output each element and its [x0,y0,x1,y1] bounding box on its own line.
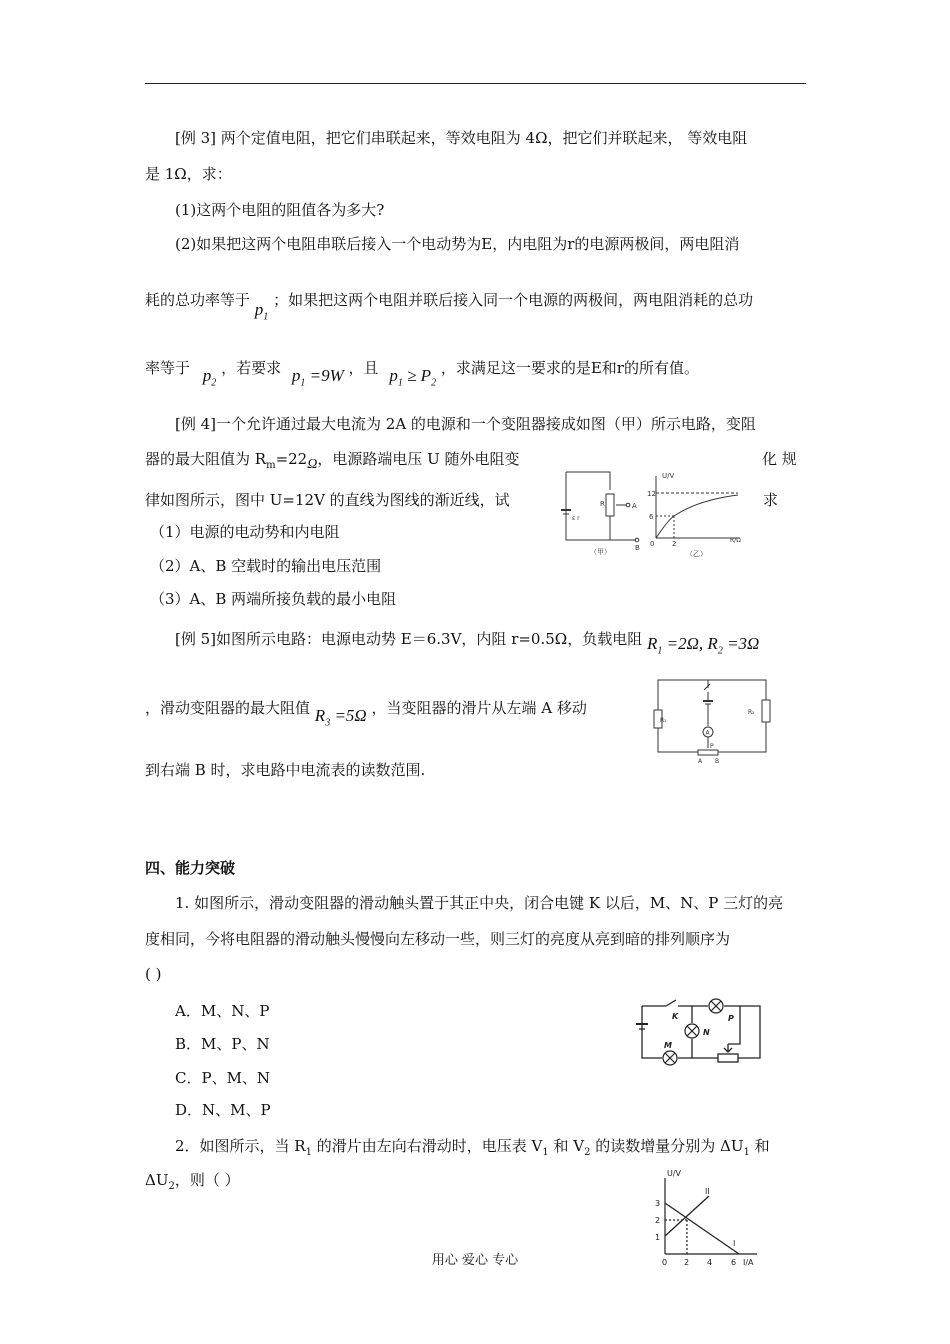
ex3-line6-a: 率等于 [145,359,191,377]
ex5-line2 [145,698,587,729]
p2-axis-ia: I/A [743,1258,754,1267]
label-B: B [635,544,640,552]
header-rule [145,83,806,84]
ex4-line2-b: =22 [275,450,308,468]
ex3-line2: 是 1Ω，求： [145,165,232,183]
p2-line1-c: 和 V [548,1137,585,1155]
ex4-line1: [例 4]一个允许通过最大电流为 2A 的电源和一个变阻器接成如图（甲）所示电路，变阻 [175,415,756,433]
line-I [665,1203,739,1254]
ex3-line6-d: ，求满足这一要求的是E和r的所有值。 [440,359,699,377]
ex3-line1: [例 3] 两个定值电阻，把它们串联起来，等效电阻为 4Ω，把它们并联起来， 等效电阻 [175,129,748,147]
ex3-line6 [145,358,699,389]
ex4-line2-a: 器的最大阻值为 R [145,450,267,468]
ex4-line2-tail: 化 规 [762,450,797,468]
formula-r3: $R_3 =5\Omega$ [314,706,367,729]
p2-tick-1: 1 [655,1233,661,1242]
ex5-figure [652,676,772,764]
ex3-line5-a: 耗的总功率等于 [145,291,251,309]
option-d: D．N、M、P [175,1101,271,1119]
formula-p1: $p_1$ [254,300,269,323]
ex3-line5 [145,290,754,323]
tick-12: 12 [647,490,656,498]
p2-line1: 2．如图所示，当 $R_1$ 的滑片由左向右滑动时，电压表 $V_1$ 和 $V_2$ 的读数增量分别为 $\Delta U_1$ 和 [175,1137,770,1158]
label-n: N [703,1028,710,1037]
ex4-graph-yi [656,476,740,538]
label-ro: R/Ω [730,537,741,544]
label-er: ε r [572,515,580,522]
label-k: K [672,1012,679,1021]
p2-tick-0: 0 [662,1258,668,1267]
label-m: M [664,1041,672,1050]
p2-line1-d: 的读数增量分别为 ΔU [590,1137,744,1155]
ex5-line1 [175,629,759,656]
p2-label-II: II [705,1187,710,1196]
label-uv: U/V [662,472,675,480]
label-p-lamp: P [728,1014,734,1023]
label-b5: B [715,758,720,764]
label-jia: （甲） [590,548,611,556]
ex5-line1-text: [例 5]如图所示电路：电源电动势 E＝6.3V，内阻 r=0.5Ω，负载电阻 [175,630,643,648]
ex3-line6-c: ，且 [348,359,379,377]
ex5-line2-a: ，滑动变阻器的最大阻值 [145,699,311,717]
p2-tick-x2: 2 [684,1258,690,1267]
p2-label-I: I [733,1239,736,1248]
p2-tick-2: 2 [655,1216,661,1225]
p2-tick-x4: 4 [707,1258,713,1267]
formula-p1-eq-9w: $p_1 =9W$ [291,366,344,389]
p2-axes [665,1178,757,1254]
ex4-q1: （1）电源的电动势和内电阻 [150,523,340,541]
ex3-line6-b: ，若要求 [221,359,282,377]
tick-6: 6 [649,513,654,521]
label-A: A [632,502,637,510]
ex3-q2: (2)如果把这两个电阻串联后接入一个电动势为E，内电阻为r的电源两极间，两电阻消 [175,235,740,253]
option-b: B．M、P、N [175,1035,270,1053]
ex4-line2: 器的最大阻值为 $R_m=22\Omega$，电源路端电压 U 随外电阻变 [145,450,520,472]
label-R: R [600,500,605,508]
p2-line1-e: 和 [749,1137,770,1155]
lamps [663,999,723,1065]
section-title: 四、能力突破 [145,859,236,877]
ex4-line3: 律如图所示，图中 U=12V 的直线为图线的渐近线，试 [145,491,510,509]
formula-p2: $p_2$ [202,366,217,389]
ex4-line3-tail: 求 [763,491,779,509]
p2-line1-b: 的滑片由左向右滑动时，电压表 V [311,1137,543,1155]
label-r2: R₂ [748,709,755,716]
p2-line2: $\Delta U_2$，则（ ） [145,1171,240,1192]
tick-0: 0 [650,540,655,548]
ex5-line3: 到右端 B 时，求电路中电流表的读数范围. [145,761,426,779]
p1-line2: 度相同，今将电阻器的滑动触头慢慢向左移动一些，则三灯的亮度从亮到暗的排列顺序为 [145,930,731,948]
p1-figure [630,996,770,1068]
ex4-q3: （3）A、B 两端所接负载的最小电阻 [150,590,397,608]
ex4-q2: （2）A、B 空载时的输出电压范围 [150,557,382,575]
option-c: C．P、M、N [175,1069,271,1087]
label-r1: R₁ [660,717,667,724]
p2-line2-a: ΔU [145,1171,169,1189]
label-yi: （乙） [686,550,707,558]
option-a: A．M、N、P [175,1002,270,1020]
p1-line1: 1. 如图所示，滑动变阻器的滑动触头置于其正中央，闭合电键 K 以后，M、N、P 三灯的亮 [175,894,784,912]
label-a5: A [698,758,703,764]
formula-p1-ge-p2: $p_1 \ge P_2$ [389,366,437,389]
ex4-figure [558,470,758,570]
ex3-line5-b: ；如果把这两个电阻并联后接入同一个电源的两极间，两电阻消耗的总功 [273,291,754,309]
p2-tick-x6: 6 [731,1258,737,1267]
ex3-q1: (1)这两个电阻的阻值各为多大? [175,201,385,219]
ex4-line2-c: ，电源路端电压 U 随外电阻变 [317,450,520,468]
ex5-line2-b: ，当变阻器的滑片从左端 A 移动 [371,699,587,717]
p2-line2-b: ，则（ ） [174,1171,240,1189]
tick-2: 2 [672,540,677,548]
p2-line1-a: 2．如图所示，当 R [175,1137,306,1155]
formula-r1-r2: $R_1 =2\Omega$, $R_2 =3\Omega$ [647,634,760,657]
p1-line3: ( ) [145,965,162,983]
footer: 用心 爱心 专心 [431,1253,519,1268]
p2-tick-3: 3 [655,1199,661,1208]
p2-axis-uv: U/V [667,1169,682,1178]
label-p: P [710,743,714,750]
ammeter-label: A [705,729,710,737]
